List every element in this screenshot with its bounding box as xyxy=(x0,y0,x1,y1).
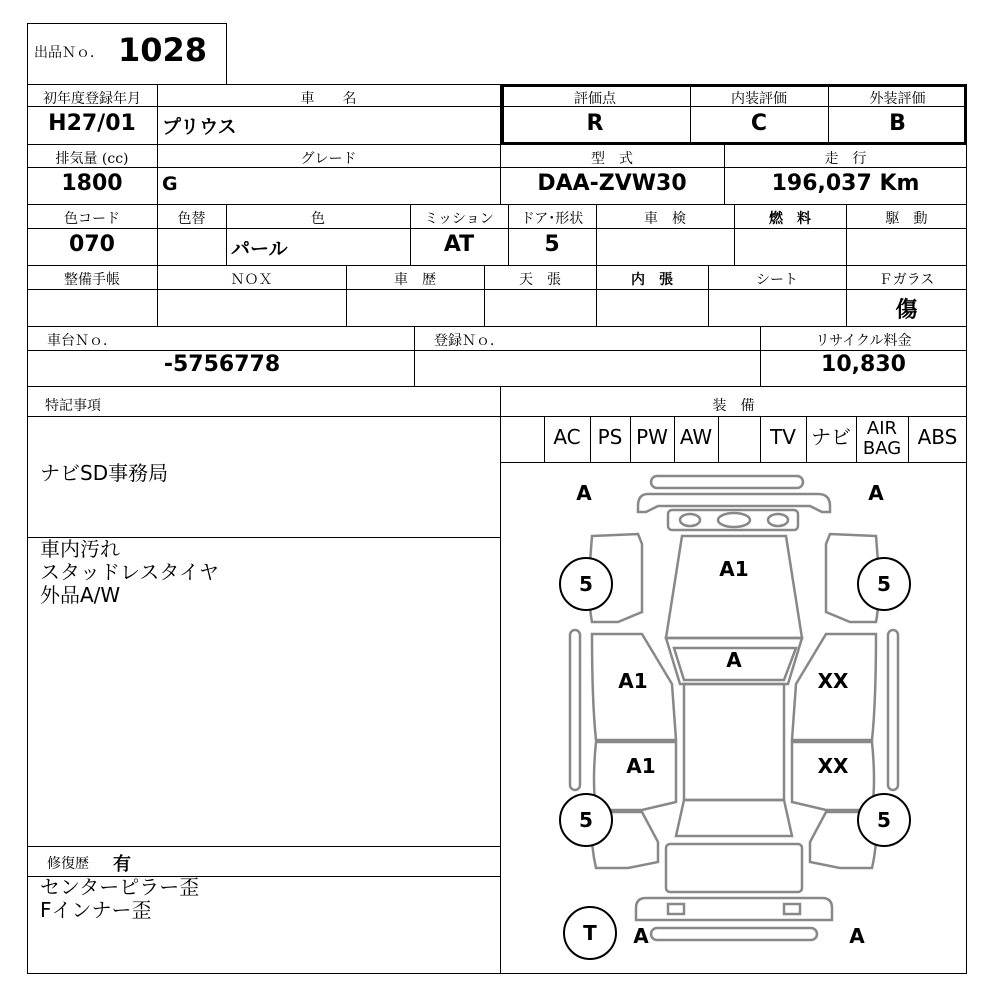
mileage-label: 走 行 xyxy=(824,151,867,167)
color-code-label: 色コード xyxy=(64,211,120,227)
tire-rear-left: 5 xyxy=(559,793,613,847)
damage-hood: A1 xyxy=(719,557,749,581)
color-code-value: 070 xyxy=(69,232,115,257)
drive-label: 駆 動 xyxy=(885,211,928,227)
score-value: R xyxy=(586,111,604,136)
remarks-item: 車内汚れ xyxy=(40,537,120,561)
tire-rear-right: 5 xyxy=(857,793,911,847)
car-name-value: プリウス xyxy=(162,116,237,138)
doors-value: 5 xyxy=(544,232,560,257)
damage-rear-right: A xyxy=(849,924,865,948)
chassis-no-label: 車台Ｎｏ． xyxy=(47,333,117,349)
damage-roof: A xyxy=(726,648,742,672)
damage-front-left-door: A1 xyxy=(618,669,648,693)
recycle-fee-value: 10,830 xyxy=(821,352,906,377)
damage-front-right-door: XX xyxy=(817,669,849,693)
seat-label: シート xyxy=(756,272,798,288)
remarks-item: 外品A/W xyxy=(40,583,121,607)
repair-item: Fインナー歪 xyxy=(40,898,152,922)
displacement-label: 排気量 (cc) xyxy=(55,151,129,167)
color-label: 色 xyxy=(311,211,325,227)
reg-no-label: 登録Ｎｏ． xyxy=(434,333,504,349)
equip-tv: TV xyxy=(770,425,796,449)
exterior-score-value: B xyxy=(889,111,906,136)
lot-number: 1028 xyxy=(118,31,208,69)
history-label: 車 歴 xyxy=(394,272,436,288)
fuel-label: 燃 料 xyxy=(769,211,811,227)
spare-tire: T xyxy=(563,906,617,960)
car-diagram xyxy=(500,462,967,974)
tire-front-left: 5 xyxy=(559,557,613,611)
damage-rear-right-door: XX xyxy=(817,754,849,778)
first-registration-label: 初年度登録年月 xyxy=(43,91,141,107)
car-name-label: 車 名 xyxy=(300,91,357,107)
mileage-value: 196,037 Km xyxy=(771,171,920,196)
repair-history-label: 修復歴 xyxy=(47,856,89,872)
interior-score-label: 内装評価 xyxy=(731,91,787,107)
f-glass-value: 傷 xyxy=(895,298,918,323)
damage-front-right: A xyxy=(868,481,884,505)
score-label: 評価点 xyxy=(574,91,616,107)
model-label: 型 式 xyxy=(591,151,633,167)
grade-value: G xyxy=(162,173,178,195)
first-registration-value: H27/01 xyxy=(48,111,136,136)
displacement-value: 1800 xyxy=(61,171,123,196)
chassis-no-value: -5756778 xyxy=(163,352,281,377)
model-value: DAA-ZVW30 xyxy=(537,171,687,196)
interior-trim-label: 内 張 xyxy=(631,272,673,288)
equip-ac: AC xyxy=(553,425,581,449)
equip-navi: ナビ xyxy=(811,425,851,449)
equip-abs: ABS xyxy=(917,425,958,449)
remarks-label: 特記事項 xyxy=(45,398,101,414)
equip-airbag: AIR BAG xyxy=(862,418,902,459)
remarks-line-1: ナビSD事務局 xyxy=(40,461,169,485)
sunroof-label: 天 張 xyxy=(519,272,561,288)
damage-rear-left: A xyxy=(633,924,649,948)
damage-front-left: A xyxy=(576,481,592,505)
tire-front-right: 5 xyxy=(857,557,911,611)
repair-history-value: 有 xyxy=(113,854,131,875)
maintenance-book-label: 整備手帳 xyxy=(64,272,120,288)
color-value: パール xyxy=(231,238,288,260)
inspection-label: 車 検 xyxy=(644,211,686,227)
equipment-label: 装 備 xyxy=(712,398,755,414)
lot-number-label: 出品Ｎｏ． xyxy=(34,45,104,61)
equip-pw: PW xyxy=(636,425,668,449)
equip-ps: PS xyxy=(597,425,623,449)
exterior-score-label: 外装評価 xyxy=(869,91,926,107)
grade-label: グレード xyxy=(300,151,357,167)
transmission-label: ミッション xyxy=(424,211,494,227)
damage-rear-left-door: A1 xyxy=(626,754,656,778)
interior-score-value: C xyxy=(750,111,768,136)
doors-label: ドア･形状 xyxy=(520,211,584,227)
nox-label: ＮＯＸ xyxy=(230,272,273,288)
f-glass-label: Ｆガラス xyxy=(878,272,935,288)
color-change-label: 色替 xyxy=(177,211,206,227)
transmission-value: AT xyxy=(443,232,475,257)
repair-item: センターピラー歪 xyxy=(40,875,200,899)
equip-aw: AW xyxy=(679,425,713,449)
remarks-item: スタッドレスタイヤ xyxy=(40,560,219,584)
recycle-fee-label: リサイクル料金 xyxy=(815,333,912,349)
